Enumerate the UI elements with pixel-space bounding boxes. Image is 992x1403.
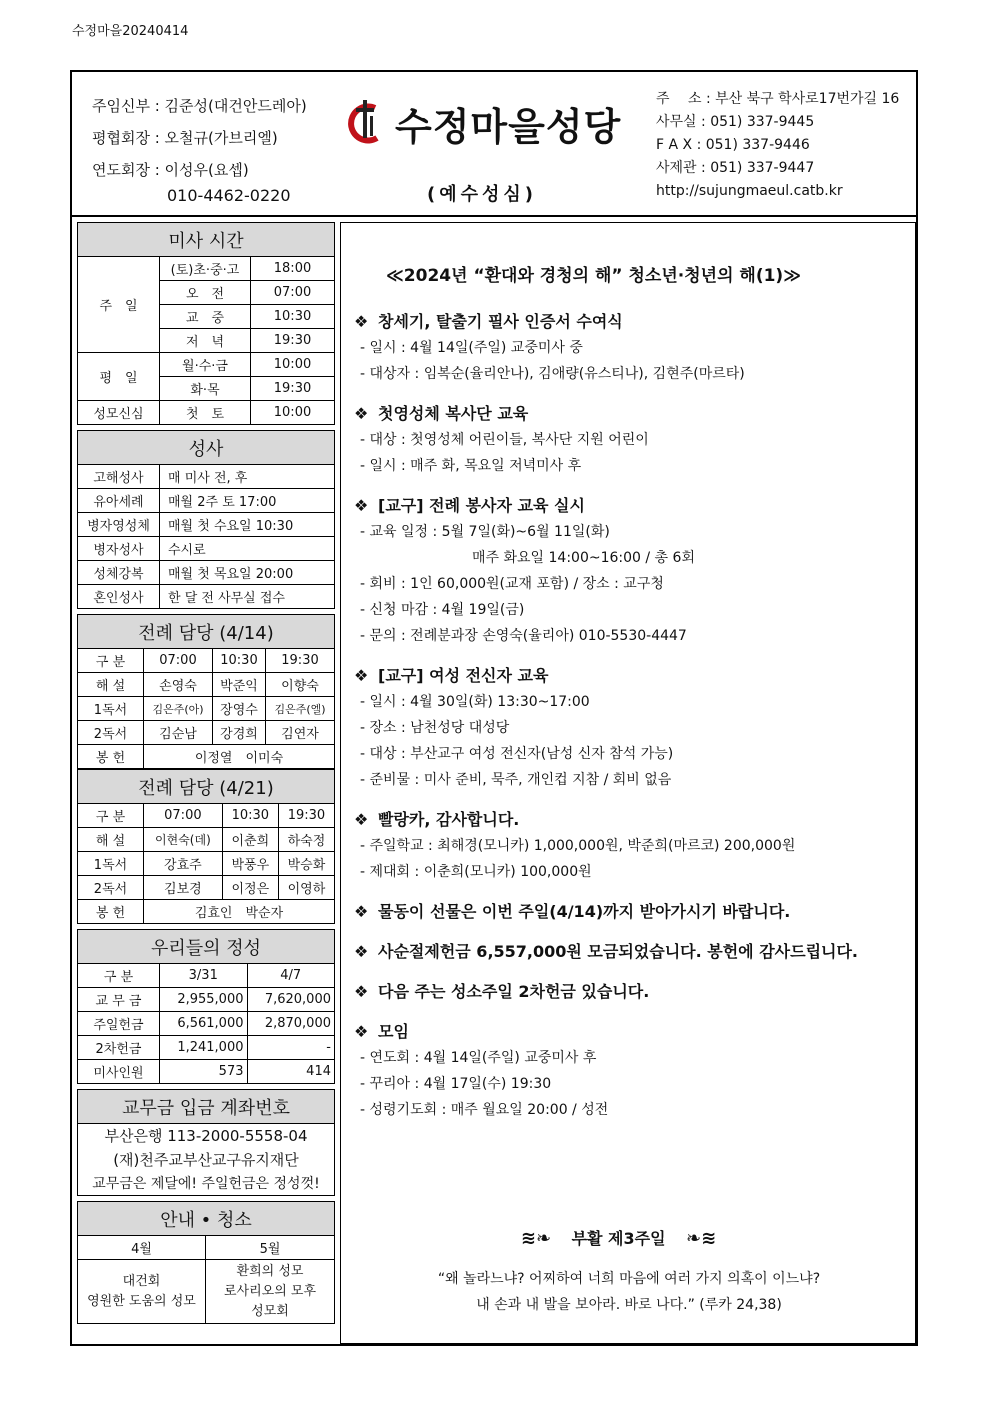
table-row: 1독서 김은주(아) 장영수 김은주(엘) [78,697,335,721]
office-phone: 사무실 : 051) 337-9445 [656,114,815,130]
pastor: 주임신부 : 김준성(대건안드레아) [92,97,307,115]
announcement-heading: ❖ 사순절제헌금 6,557,000원 모금되었습니다. 봉헌에 감사드립니다. [354,939,909,965]
table-row: 4월 5월 [78,1236,335,1260]
table-row: 구 분 07:00 10:30 19:30 [78,804,335,828]
bulletin-frame [70,70,918,1346]
announcement-line: 매주 화요일 14:00~16:00 / 총 6회 [472,550,695,566]
liturgy-title-0414: 전례 담당 (4/14) [78,615,335,649]
sidebar [77,222,335,1329]
liturgy-table-0414 [77,614,335,769]
table-row: 평 일 월·수·금 10:00 [78,353,335,377]
diamond-bullet-icon: ❖ [354,404,369,423]
table-row: 2차헌금 1,241,000 - [78,1036,335,1060]
church-subtitle: (예수성심) [427,184,538,205]
announcement-heading: ❖ 빨랑카, 감사합니다. [354,807,909,833]
address: 주 소 : 부산 북구 학사로17번가길 16 [656,91,900,107]
bank-title: 교무금 입금 계좌번호 [78,1090,335,1124]
offering-table [77,929,335,1084]
announcement-line: - 대상자 : 임복순(율리안나), 김애량(유스티나), 김현주(마르타) [360,366,745,382]
table-row: 봉 헌 이정열 이미숙 [78,745,335,769]
announcement-line: - 장소 : 남천성당 대성당 [360,720,510,736]
table-row: 고해성사 매 미사 전, 후 [78,465,335,489]
bank-note: 교무금은 제달에! 주일헌금은 정성껏! [78,1172,335,1196]
announcement-title: ≪2024년 “환대와 경청의 해” 청소년·청년의 해(1)≫ [386,266,802,286]
announcements-panel [340,222,916,1344]
announcement-heading: ❖ [교구] 여성 전신자 교육 [354,663,909,689]
scripture-quote: “왜 놀라느냐? 어찌하여 너희 마음에 여러 가지 의혹이 이느냐? 내 손과 내 발을 보아라. 바로 나다.” (루카 24,38) [437,1271,821,1313]
ornament-right-icon: ❧≋ [686,1228,717,1249]
ornament-left-icon: ≋❧ [520,1228,552,1249]
rectory-phone: 사제관 : 051) 337-9447 [656,160,815,176]
mass-schedule-table [77,222,335,425]
diamond-bullet-icon: ❖ [354,312,369,331]
mass-title: 미사 시간 [78,223,335,257]
church-logo [345,94,645,154]
announcement-line: - 대상 : 부산교구 여성 전신자(남성 신자 참석 가능) [360,746,674,762]
sacraments-table [77,430,335,609]
offering-title: 우리들의 정성 [78,930,335,964]
diamond-bullet-icon: ❖ [354,810,369,829]
fax: F A X : 051) 337-9446 [656,137,810,153]
cleaning-table [77,1201,335,1324]
bulletin-header [72,72,916,217]
announcement-item [354,939,909,965]
table-row: 화·목 19:30 [78,377,335,401]
file-name: 수정마을20240414 [72,24,189,39]
table-row: 주 일 (토)초·중·고 18:00 [78,257,335,281]
table-row: 해 설 손영숙 박준익 이향숙 [78,673,335,697]
announcement-heading: ❖ 물동이 선물은 이번 주일(4/14)까지 받아가시기 바랍니다. [354,899,909,925]
website-link[interactable]: http://sujungmaeul.catb.kr [656,183,843,199]
table-row: 오 전 07:00 [78,281,335,305]
announcement-line: - 교육 일정 : 5월 7일(화)~6월 11일(화) [360,524,610,540]
announcement-line: - 회비 : 1인 60,000원(교재 포함) / 장소 : 교구청 [360,576,664,592]
staff-info [92,90,307,206]
table-row: 구 분 07:00 10:30 19:30 [78,649,335,673]
church-name: 수정마을성당 [395,105,622,149]
announcement-line: - 대상 : 첫영성체 어린이들, 복사단 지원 어린이 [360,432,649,448]
table-row: 2독서 김보경 이정은 이영하 [78,876,335,900]
diamond-bullet-icon: ❖ [354,982,369,1001]
easter-heading: ≋❧ 부활 제3주일 ❧≋ [506,1226,731,1249]
diamond-bullet-icon: ❖ [354,496,369,515]
announcement-line: - 꾸리아 : 4월 17일(수) 19:30 [360,1076,552,1092]
announcement-item [354,807,909,885]
contact-info [656,88,899,203]
table-row: 유아세례 매월 2주 토 17:00 [78,489,335,513]
table-row: 대건회 영원한 도움의 성모 환희의 성모 로사리오의 모후 성모회 [78,1260,335,1324]
table-row: 구 분 3/31 4/7 [78,964,335,988]
table-row: 봉 헌 김효인 박순자 [78,900,335,924]
sacraments-title: 성사 [78,431,335,465]
announcement-item [354,401,909,479]
table-row: 2독서 김순남 강경희 김연자 [78,721,335,745]
announcement-heading: ❖ 모임 [354,1019,909,1045]
table-row: 성모신심 첫 토 10:00 [78,401,335,425]
table-row: 교 중 10:30 [78,305,335,329]
diamond-bullet-icon: ❖ [354,666,369,685]
announcement-item [354,663,909,793]
liturgy-title-0421: 전례 담당 (4/21) [78,770,335,804]
announcement-line: - 일시 : 매주 화, 목요일 저녁미사 후 [360,458,582,474]
table-row: 1독서 강효주 박풍우 박승화 [78,852,335,876]
announcement-line: - 주일학교 : 최해경(모니카) 1,000,000원, 박준희(마르코) 200,000원 [360,838,796,854]
announcement-item [354,309,909,387]
table-row: 미사인원 573 414 [78,1060,335,1084]
announcement-heading: ❖ 다음 주는 성소주일 2차헌금 있습니다. [354,979,909,1005]
announcement-item [354,493,909,649]
account-holder: (재)천주교부산교구유지재단 [78,1148,335,1172]
youth-phone: 010-4462-0220 [167,186,291,205]
table-row: 병자성사 수시로 [78,537,335,561]
table-row: 주일헌금 6,561,000 2,870,000 [78,1012,335,1036]
announcement-line: - 일시 : 4월 14일(주일) 교중미사 중 [360,340,583,356]
announcement-line: - 일시 : 4월 30일(화) 13:30~17:00 [360,694,590,710]
liturgy-table-0421 [77,769,335,924]
announcement-line: - 연도회 : 4월 14일(주일) 교중미사 후 [360,1050,597,1066]
table-row: 성체강복 매월 첫 목요일 20:00 [78,561,335,585]
announcement-line: - 제대회 : 이춘희(모니카) 100,000원 [360,864,592,880]
diamond-bullet-icon: ❖ [354,1022,369,1041]
cleaning-title: 안내 • 청소 [78,1202,335,1236]
table-row: 교 무 금 2,955,000 7,620,000 [78,988,335,1012]
diamond-bullet-icon: ❖ [354,942,369,961]
announcement-heading: ❖ [교구] 전례 봉사자 교육 실시 [354,493,909,519]
announcement-item [354,899,909,925]
announcement-line: - 문의 : 전례분과장 손영숙(율리아) 010-5530-4447 [360,628,687,644]
bank-account-table [77,1089,335,1196]
table-row: 병자영성체 매월 첫 수요일 10:30 [78,513,335,537]
youth-president: 연도회장 : 이성우(요셉) [92,161,249,179]
announcement-heading: ❖ 첫영성체 복사단 교육 [354,401,909,427]
table-row: 혼인성사 한 달 전 사무실 접수 [78,585,335,609]
diamond-bullet-icon: ❖ [354,902,369,921]
announcement-line: - 성령기도회 : 매주 월요일 20:00 / 성전 [360,1102,609,1118]
council-president: 평협회장 : 오철규(가브리엘) [92,129,278,147]
announcement-heading: ❖ 창세기, 탈출기 필사 인증서 수여식 [354,309,909,335]
table-row: 저 녁 19:30 [78,329,335,353]
announcement-item [354,1019,909,1123]
bank-account: 부산은행 113-2000-5558-04 [78,1124,335,1148]
announcement-item [354,979,909,1005]
announcement-line: - 신청 마감 : 4월 19일(금) [360,602,525,618]
announcement-list [354,309,909,1137]
announcement-line: - 준비물 : 미사 준비, 묵주, 개인컵 지참 / 회비 없음 [360,772,672,788]
table-row: 해 설 이현숙(데) 이춘희 하숙정 [78,828,335,852]
cross-logo-icon [345,94,391,150]
